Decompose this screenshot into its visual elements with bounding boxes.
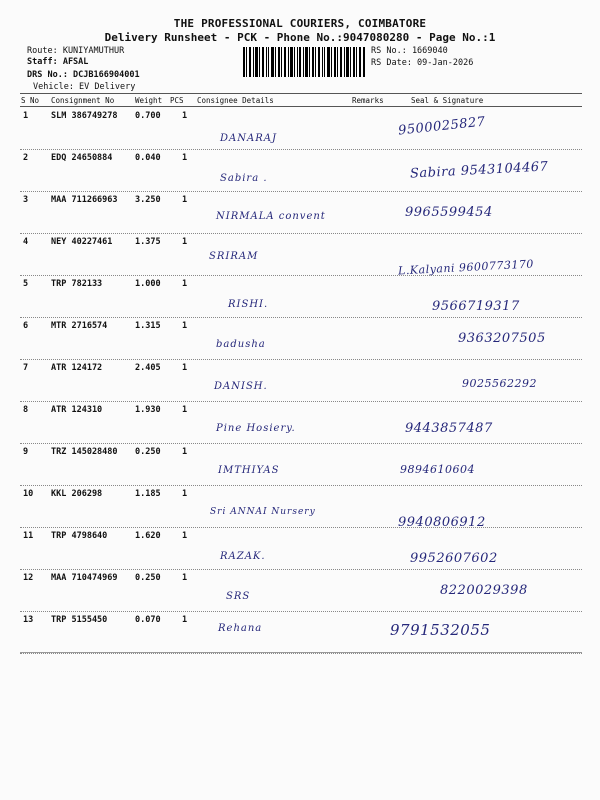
row-weight: 1.000 (135, 279, 161, 289)
table-row (20, 611, 582, 654)
col-pcs: PCS (170, 96, 184, 105)
row-consignee: DANARAJ (220, 133, 277, 144)
row-signature: 9791532055 (390, 621, 491, 639)
row-sno: 2 (23, 153, 29, 163)
row-consignment: ATR 124172 (51, 363, 103, 373)
row-weight: 1.930 (135, 405, 161, 415)
col-sno: S No (21, 96, 40, 105)
row-sno: 5 (23, 279, 29, 289)
rs-date: RS Date: 09-Jan-2026 (371, 58, 474, 68)
row-sno: 11 (23, 531, 34, 541)
rs-number: RS No.: 1669040 (371, 46, 448, 56)
row-sno: 8 (23, 405, 29, 415)
row-consignee: Sabira . (220, 173, 268, 184)
row-consignment: MAA 711266963 (51, 195, 118, 205)
row-consignment: SLM 386749278 (51, 111, 118, 121)
row-weight: 1.315 (135, 321, 161, 331)
row-signature: 9363207505 (458, 331, 546, 346)
table-end-rule (20, 652, 582, 653)
row-weight: 2.405 (135, 363, 161, 373)
row-consignee: RAZAK. (220, 551, 266, 562)
row-consignee: DANISH. (214, 381, 268, 392)
row-pcs: 1 (182, 237, 188, 247)
row-weight: 0.700 (135, 111, 161, 121)
row-weight: 1.620 (135, 531, 161, 541)
header-rule-top (20, 93, 582, 94)
table-row (20, 401, 582, 444)
row-consignment: TRP 4798640 (51, 531, 108, 541)
row-weight: 0.250 (135, 573, 161, 583)
row-signature: Sabira 9543104467 (409, 159, 549, 182)
table-row (20, 527, 582, 570)
col-consignment: Consignment No (51, 96, 115, 105)
runsheet-subtitle: Delivery Runsheet - PCK - Phone No.:9047080280 - Page No.:1 (104, 31, 496, 44)
row-consignment: TRP 5155450 (51, 615, 108, 625)
row-sno: 6 (23, 321, 29, 331)
table-row (20, 191, 582, 234)
row-pcs: 1 (182, 279, 188, 289)
row-consignee: Sri ANNAI Nursery (210, 507, 316, 517)
row-consignment: NEY 40227461 (51, 237, 113, 247)
row-weight: 1.185 (135, 489, 161, 499)
row-consignee: IMTHIYAS (218, 465, 280, 476)
row-signature: 9566719317 (432, 299, 520, 314)
row-pcs: 1 (182, 363, 188, 373)
row-consignment: MTR 2716574 (51, 321, 108, 331)
row-pcs: 1 (182, 153, 188, 163)
row-sno: 9 (23, 447, 29, 457)
col-remarks: Remarks (352, 96, 384, 105)
row-weight: 0.070 (135, 615, 161, 625)
row-sno: 1 (23, 111, 29, 121)
row-weight: 0.250 (135, 447, 161, 457)
row-signature: 9965599454 (405, 205, 493, 220)
row-pcs: 1 (182, 111, 188, 121)
drs-number: DRS No.: DCJB166904001 (27, 70, 140, 80)
row-consignee: SRS (226, 591, 251, 602)
barcode-image (243, 47, 365, 77)
table-row (20, 485, 582, 528)
row-signature: 9940806912 (398, 515, 486, 530)
row-weight: 0.040 (135, 153, 161, 163)
row-weight: 3.250 (135, 195, 161, 205)
row-sno: 10 (23, 489, 34, 499)
table-row (20, 317, 582, 360)
row-consignee: NIRMALA convent (216, 211, 326, 222)
row-consignee: Pine Hosiery. (216, 423, 296, 434)
row-pcs: 1 (182, 405, 188, 415)
row-signature: L.Kalyani 9600773170 (397, 257, 535, 278)
col-consignee: Consignee Details (197, 96, 274, 105)
row-sno: 4 (23, 237, 29, 247)
table-row (20, 569, 582, 612)
row-signature: 9443857487 (405, 421, 493, 436)
row-consignment: KKL 206298 (51, 489, 103, 499)
row-consignment: EDQ 24650884 (51, 153, 113, 163)
row-sno: 3 (23, 195, 29, 205)
vehicle-label: Vehicle: EV Delivery (33, 82, 136, 92)
row-consignee: RISHI. (228, 299, 269, 310)
table-row (20, 359, 582, 402)
row-consignment: ATR 124310 (51, 405, 103, 415)
table-row (20, 107, 582, 150)
row-pcs: 1 (182, 531, 188, 541)
row-signature: 9500025827 (397, 114, 487, 139)
col-signature: Seal & Signature (411, 96, 484, 105)
row-pcs: 1 (182, 489, 188, 499)
company-title: THE PROFESSIONAL COURIERS, COIMBATORE (173, 17, 427, 30)
staff-label: Staff: AFSAL (27, 57, 89, 67)
row-signature: 9894610604 (400, 463, 475, 476)
row-signature: 9952607602 (410, 551, 498, 566)
col-weight: Weight (135, 96, 163, 105)
row-signature: 9025562292 (462, 377, 537, 390)
row-pcs: 1 (182, 321, 188, 331)
row-pcs: 1 (182, 573, 188, 583)
row-pcs: 1 (182, 615, 188, 625)
row-consignee: SRIRAM (209, 251, 259, 262)
table-row (20, 275, 582, 318)
row-weight: 1.375 (135, 237, 161, 247)
row-signature: 8220029398 (440, 583, 528, 598)
row-consignee: badusha (216, 339, 266, 350)
table-row (20, 233, 582, 276)
route-label: Route: KUNIYAMUTHUR (27, 46, 125, 56)
row-pcs: 1 (182, 195, 188, 205)
row-sno: 12 (23, 573, 34, 583)
row-sno: 7 (23, 363, 29, 373)
row-consignee: Rehana (218, 623, 263, 634)
row-sno: 13 (23, 615, 34, 625)
table-row (20, 443, 582, 486)
row-consignment: MAA 710474969 (51, 573, 118, 583)
table-row (20, 149, 582, 192)
row-pcs: 1 (182, 447, 188, 457)
row-consignment: TRP 782133 (51, 279, 103, 289)
row-consignment: TRZ 145028480 (51, 447, 118, 457)
